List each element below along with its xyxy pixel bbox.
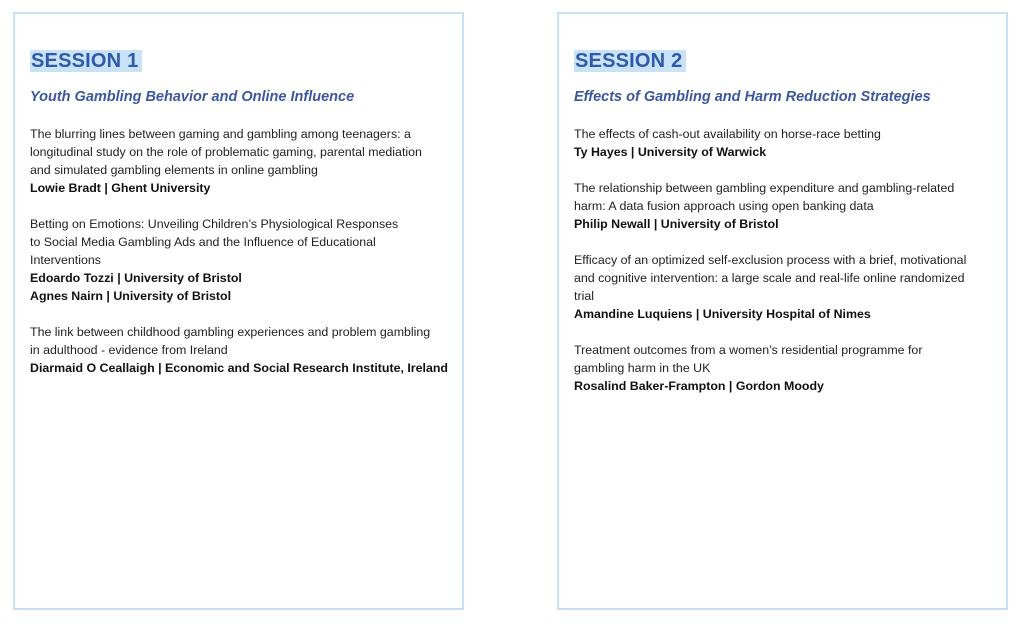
talk-speaker: Lowie Bradt | Ghent University [30, 181, 211, 195]
talk-list [30, 125, 456, 395]
talk-speaker: Ty Hayes | University of Warwick [574, 145, 767, 159]
talk-list [574, 125, 1000, 413]
talk-item [574, 251, 1000, 323]
session-1-panel [13, 12, 464, 610]
talk-title-line: The link between childhood gambling experiences and problem gambling [30, 325, 431, 339]
session-subtitle: Effects of Gambling and Harm Reduction Strategies [574, 89, 931, 105]
talk-title-line: gambling harm in the UK [574, 361, 711, 375]
session-2-panel [557, 12, 1008, 610]
talk-title-line: The blurring lines between gaming and gambling among teenagers: a [30, 127, 411, 141]
talk-speaker: Diarmaid O Ceallaigh | Economic and Social Research Institute, Ireland [30, 361, 448, 375]
talk-title-line: and cognitive intervention: a large scale and real-life online randomized [574, 271, 965, 285]
talk-title-line: Betting on Emotions: Unveiling Children’s Physiological Responses [30, 217, 399, 231]
session-heading: SESSION 2 [574, 50, 686, 72]
talk-title-line: harm: A data fusion approach using open banking data [574, 199, 874, 213]
talk-title-line: Treatment outcomes from a women’s residential programme for [574, 343, 923, 357]
talk-speaker: Rosalind Baker-Frampton | Gordon Moody [574, 379, 824, 393]
session-subtitle: Youth Gambling Behavior and Online Influence [30, 89, 355, 105]
talk-item [30, 215, 456, 305]
session-heading: SESSION 1 [30, 50, 142, 72]
talk-item [574, 341, 1000, 395]
talk-speaker: Philip Newall | University of Bristol [574, 217, 779, 231]
talk-title-line: trial [574, 289, 594, 303]
talk-speaker: Agnes Nairn | University of Bristol [30, 289, 232, 303]
talk-item [30, 125, 456, 197]
talk-item [574, 179, 1000, 233]
talk-speaker: Edoardo Tozzi | University of Bristol [30, 271, 242, 285]
talk-item [30, 323, 456, 377]
talk-title-line: Efficacy of an optimized self-exclusion process with a brief, motivational [574, 253, 967, 267]
talk-title-line: to Social Media Gambling Ads and the Influence of Educational [30, 235, 376, 249]
talk-title-line: longitudinal study on the role of problematic gaming, parental mediation [30, 145, 422, 159]
talk-speaker: Amandine Luquiens | University Hospital of Nimes [574, 307, 871, 321]
talk-title-line: and simulated gambling elements in online gambling [30, 163, 318, 177]
talk-title-line: in adulthood - evidence from Ireland [30, 343, 228, 357]
talk-title-line: The relationship between gambling expenditure and gambling-related [574, 181, 955, 195]
talk-title-line: Interventions [30, 253, 101, 267]
talk-title-line: The effects of cash-out availability on horse-race betting [574, 127, 881, 141]
talk-item [574, 125, 1000, 161]
